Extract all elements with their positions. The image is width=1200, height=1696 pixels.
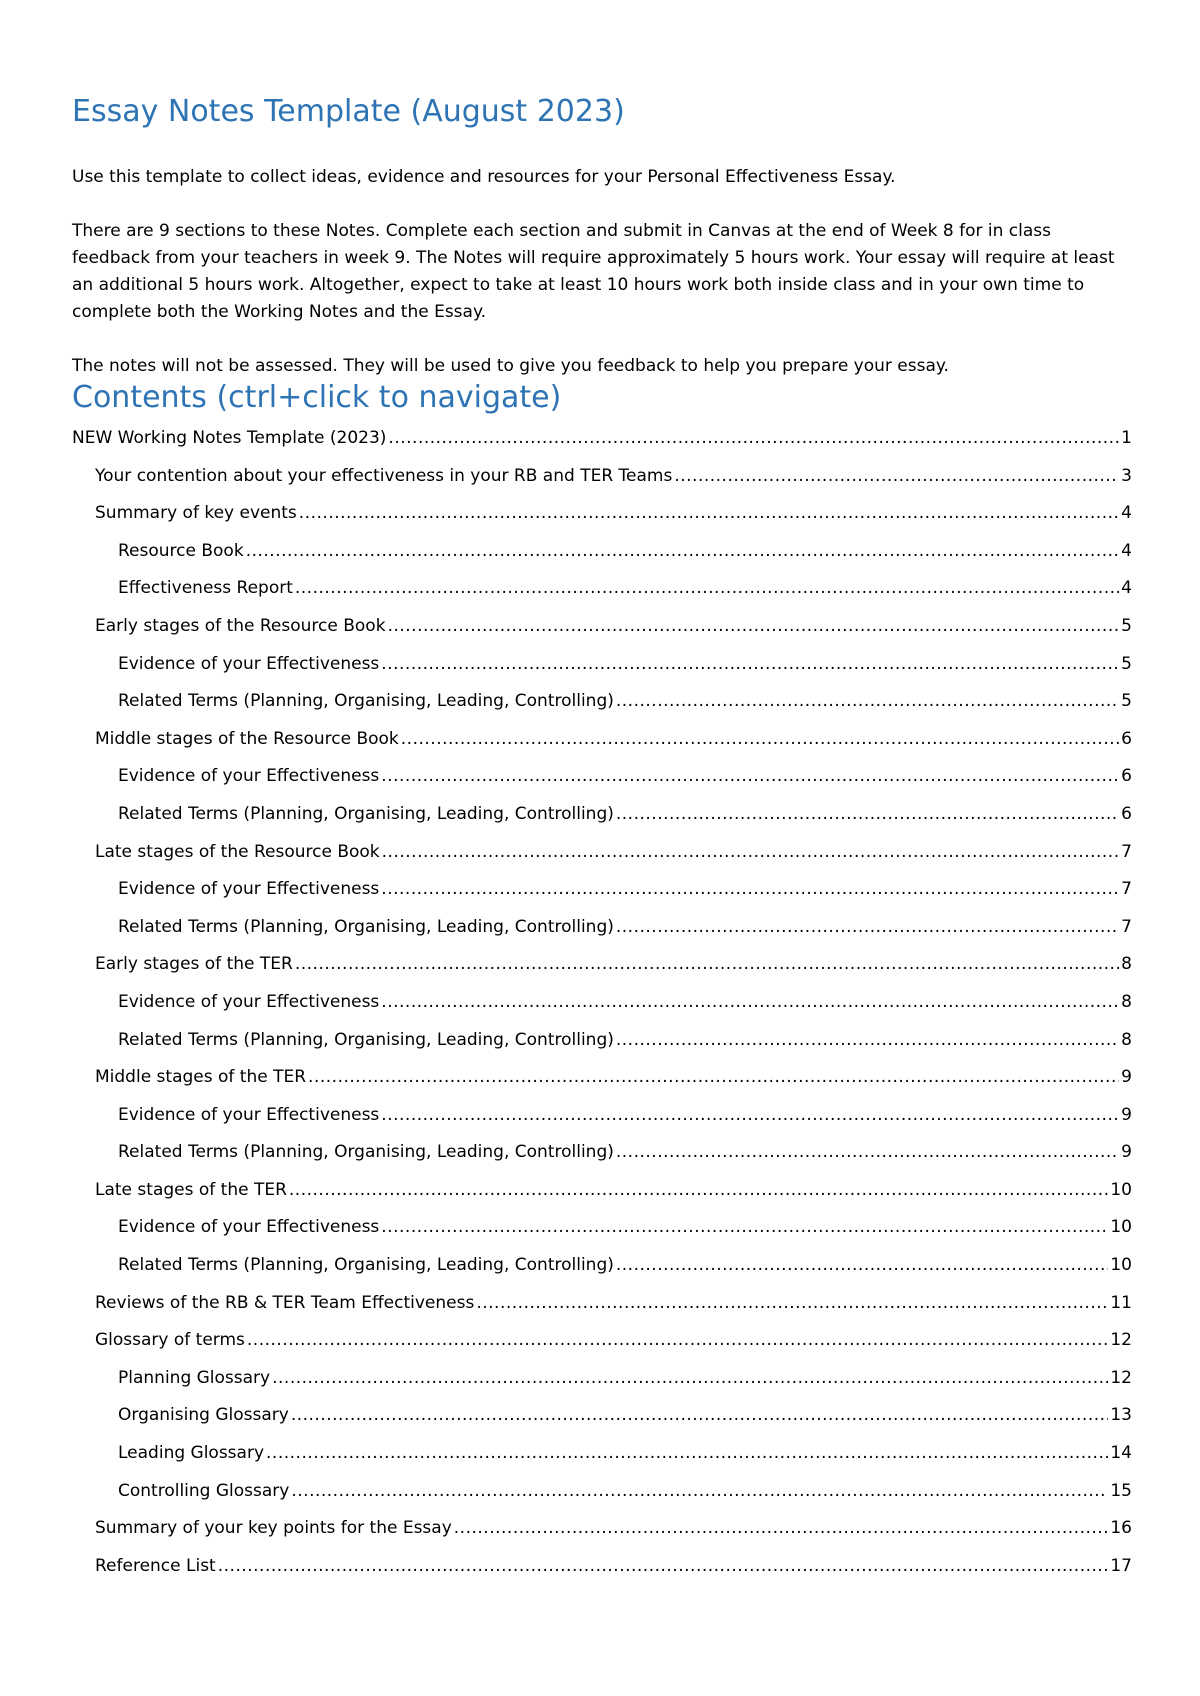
toc-dot-leader	[476, 1285, 1108, 1323]
toc-dot-leader	[616, 1134, 1119, 1172]
toc-entry[interactable]	[72, 646, 1132, 684]
toc-entry[interactable]	[72, 1059, 1132, 1097]
toc-dot-leader	[381, 646, 1119, 684]
toc-entry[interactable]	[72, 1473, 1132, 1511]
toc-entry[interactable]	[72, 570, 1132, 608]
toc-dot-leader	[295, 946, 1119, 984]
toc-dot-leader	[674, 458, 1119, 496]
toc-page-number: 9	[1121, 1067, 1132, 1088]
toc-dot-leader	[401, 721, 1119, 759]
toc-entry[interactable]	[72, 1322, 1132, 1360]
toc-page-number: 6	[1121, 766, 1132, 787]
toc-entry[interactable]	[72, 946, 1132, 984]
toc-entry[interactable]	[72, 1397, 1132, 1435]
toc-dot-leader	[291, 1473, 1108, 1511]
toc-entry-title: Related Terms (Planning, Organising, Leading, Controlling)	[118, 916, 614, 937]
toc-entry-title: NEW Working Notes Template (2023)	[72, 428, 387, 448]
toc-entry-title: Your contention about your effectiveness in your RB and TER Teams	[95, 465, 673, 486]
toc-page-number: 10	[1110, 1217, 1132, 1238]
toc-entry-title: Related Terms (Planning, Organising, Leading, Controlling)	[118, 803, 614, 824]
toc-page-number: 5	[1121, 691, 1132, 712]
toc-entry-title: Early stages of the TER	[95, 954, 293, 975]
toc-entry-title: Controlling Glossary	[118, 1480, 290, 1501]
toc-page-number: 8	[1121, 954, 1132, 975]
toc-entry[interactable]	[72, 871, 1132, 909]
toc-entry[interactable]	[72, 758, 1132, 796]
toc-dot-leader	[308, 1059, 1119, 1097]
toc-entry-title: Leading Glossary	[118, 1443, 265, 1464]
intro-paragraph: There are 9 sections to these Notes. Complete each section and submit in Canvas at the end of Week 8 for in class feedback from your teachers in week 9. The Notes will require approximately 5 hours work. Your essay will require at least an additional 5 hours work. Altogether, expect to take at least 10 hours work both inside class and in your own time to complete both the Working Notes and the Essay.	[72, 221, 1115, 322]
toc-entry[interactable]	[72, 495, 1132, 533]
toc-page-number: 6	[1121, 728, 1132, 749]
toc-page-number: 6	[1121, 803, 1132, 824]
toc-page-number: 7	[1121, 879, 1132, 900]
toc-entry-title: Middle stages of the TER	[95, 1067, 307, 1088]
toc-entry-title: Effectiveness Report	[118, 578, 293, 599]
toc-dot-leader	[616, 1022, 1119, 1060]
intro-paragraph: Use this template to collect ideas, evidence and resources for your Personal Effectiveness Essay.	[72, 167, 896, 187]
toc-page-number: 14	[1110, 1443, 1132, 1464]
toc-entry-title: Reviews of the RB & TER Team Effectiveness	[95, 1292, 475, 1313]
toc-page-number: 1	[1121, 428, 1132, 448]
toc-entry[interactable]	[72, 1247, 1132, 1285]
toc-entry-title: Evidence of your Effectiveness	[118, 879, 380, 900]
toc-entry-title: Evidence of your Effectiveness	[118, 1217, 380, 1238]
toc-entry[interactable]	[72, 1360, 1132, 1398]
toc-page-number: 10	[1110, 1179, 1132, 1200]
toc-entry-title: Related Terms (Planning, Organising, Leading, Controlling)	[118, 1029, 614, 1050]
toc-dot-leader	[616, 796, 1119, 834]
toc-page-number: 8	[1121, 991, 1132, 1012]
toc-entry-title: Summary of your key points for the Essay	[95, 1518, 452, 1539]
toc-entry-title: Related Terms (Planning, Organising, Leading, Controlling)	[118, 1255, 614, 1276]
toc-page-number: 10	[1110, 1255, 1132, 1276]
toc-dot-leader	[291, 1397, 1109, 1435]
toc-entry[interactable]	[72, 683, 1132, 721]
toc-dot-leader	[272, 1360, 1108, 1398]
toc-entry[interactable]	[72, 1510, 1132, 1548]
toc-page-number: 5	[1121, 653, 1132, 674]
toc-entry-title: Organising Glossary	[118, 1405, 289, 1426]
toc-entry-title: Evidence of your Effectiveness	[118, 991, 380, 1012]
intro-paragraph: The notes will not be assessed. They will be used to give you feedback to help you prepare your essay.	[72, 356, 949, 376]
toc-entry[interactable]	[72, 721, 1132, 759]
toc-dot-leader	[454, 1510, 1109, 1548]
toc-entry[interactable]	[72, 834, 1132, 872]
toc-entry-title: Summary of key events	[95, 503, 297, 524]
toc-entry-title: Resource Book	[118, 540, 244, 561]
toc-dot-leader	[388, 608, 1120, 646]
intro-text	[72, 164, 1132, 407]
document-title: Essay Notes Template (August 2023)	[72, 94, 625, 129]
toc-page-number: 17	[1110, 1555, 1132, 1576]
toc-entry-title: Evidence of your Effectiveness	[118, 766, 380, 787]
toc-entry[interactable]	[72, 1285, 1132, 1323]
toc-entry[interactable]	[72, 1548, 1132, 1586]
toc-page-number: 13	[1110, 1405, 1132, 1426]
toc-entry-title: Evidence of your Effectiveness	[118, 653, 380, 674]
toc-page-number: 4	[1121, 540, 1132, 561]
contents-heading: Contents (ctrl+click to navigate)	[72, 380, 562, 415]
toc-page-number: 16	[1110, 1518, 1132, 1539]
toc-dot-leader	[289, 1172, 1108, 1210]
toc-entry-title: Evidence of your Effectiveness	[118, 1104, 380, 1125]
toc-entry-title: Glossary of terms	[95, 1330, 245, 1351]
toc-page-number: 9	[1121, 1142, 1132, 1163]
toc-dot-leader	[616, 683, 1119, 721]
toc-dot-leader	[381, 1209, 1108, 1247]
toc-entry[interactable]	[72, 458, 1132, 496]
toc-entry[interactable]	[72, 1435, 1132, 1473]
toc-entry[interactable]	[72, 909, 1132, 947]
toc-page-number: 4	[1121, 578, 1132, 599]
toc-dot-leader	[381, 1097, 1119, 1135]
toc-dot-leader	[246, 533, 1119, 571]
toc-dot-leader	[382, 834, 1120, 872]
toc-entry-title: Related Terms (Planning, Organising, Leading, Controlling)	[118, 691, 614, 712]
toc-dot-leader	[616, 1247, 1108, 1285]
toc-entry[interactable]	[72, 1022, 1132, 1060]
toc-page-number: 5	[1121, 615, 1132, 636]
toc-page-number: 15	[1110, 1480, 1132, 1501]
table-of-contents	[72, 420, 1132, 1585]
toc-entry-title: Early stages of the Resource Book	[95, 615, 386, 636]
toc-page-number: 4	[1121, 503, 1132, 524]
toc-dot-leader	[247, 1322, 1108, 1360]
toc-entry-title: Planning Glossary	[118, 1367, 271, 1388]
toc-entry-title: Reference List	[95, 1555, 216, 1576]
toc-dot-leader	[381, 871, 1119, 909]
toc-dot-leader	[299, 495, 1119, 533]
toc-dot-leader	[218, 1548, 1109, 1586]
toc-dot-leader	[381, 758, 1119, 796]
toc-entry[interactable]	[72, 608, 1132, 646]
toc-entry[interactable]	[72, 796, 1132, 834]
toc-page-number: 11	[1110, 1292, 1132, 1313]
toc-dot-leader	[266, 1435, 1108, 1473]
toc-dot-leader	[616, 909, 1119, 947]
toc-entry-title: Related Terms (Planning, Organising, Leading, Controlling)	[118, 1142, 614, 1163]
toc-page-number: 8	[1121, 1029, 1132, 1050]
toc-entry[interactable]	[72, 1134, 1132, 1172]
toc-entry[interactable]	[72, 533, 1132, 571]
toc-page-number: 9	[1121, 1104, 1132, 1125]
toc-entry-title: Late stages of the Resource Book	[95, 841, 380, 862]
toc-dot-leader	[295, 570, 1119, 608]
toc-entry[interactable]	[72, 420, 1132, 458]
toc-dot-leader	[388, 420, 1119, 458]
toc-page-number: 12	[1110, 1330, 1132, 1351]
toc-page-number: 7	[1121, 916, 1132, 937]
toc-entry[interactable]	[72, 1209, 1132, 1247]
toc-page-number: 12	[1110, 1367, 1132, 1388]
toc-dot-leader	[381, 984, 1119, 1022]
toc-entry[interactable]	[72, 984, 1132, 1022]
toc-entry[interactable]	[72, 1172, 1132, 1210]
toc-entry-title: Late stages of the TER	[95, 1179, 287, 1200]
toc-entry[interactable]	[72, 1097, 1132, 1135]
toc-page-number: 7	[1121, 841, 1132, 862]
toc-entry-title: Middle stages of the Resource Book	[95, 728, 399, 749]
toc-page-number: 3	[1121, 465, 1132, 486]
